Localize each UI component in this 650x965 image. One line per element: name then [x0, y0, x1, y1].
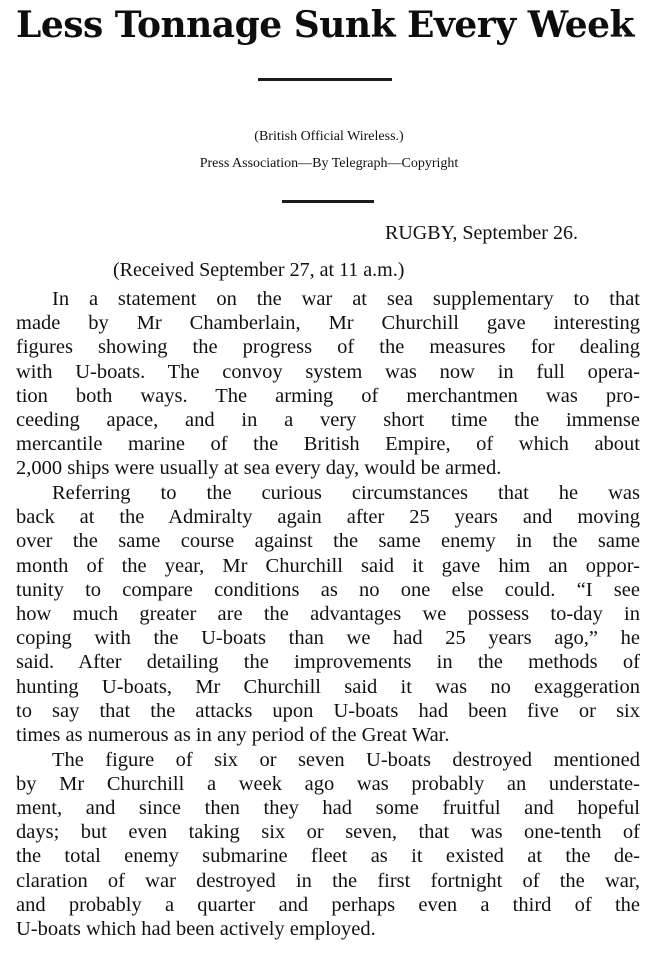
text-line: month of the year, Mr Churchill said it gave him an oppor- [16, 554, 640, 577]
dateline: RUGBY, September 26. [385, 222, 578, 244]
text-line: tion both ways. The arming of merchantmen was pro- [16, 384, 640, 407]
text-line: In a statement on the war at sea supplementary to that [52, 288, 640, 310]
text-line: The figure of six or seven U-boats destroyed mentioned [52, 748, 640, 771]
credit-divider [282, 200, 374, 203]
paragraph-3 [16, 748, 640, 942]
text-line: Referring to the curious circumstances that he was [52, 482, 640, 504]
headline: Less Tonnage Sunk Every Week [16, 4, 634, 46]
text-line: said. After detailing the improvements in the methods of [16, 651, 640, 674]
text-line: hunting U-boats, Mr Churchill said it was no exaggeration [16, 675, 640, 698]
text-line: 2,000 ships were usually at sea every day, would be armed. [16, 457, 502, 480]
text-line: made by Mr Chamberlain, Mr Churchill gave interesting [16, 312, 640, 335]
text-line: with U-boats. The convoy system was now in full opera- [16, 360, 640, 383]
text-line: and probably a quarter and perhaps even a third of the [16, 893, 640, 916]
text-line: how much greater are the advantages we possess to-day in [16, 602, 640, 625]
text-line: over the same course against the same enemy in the same [16, 530, 640, 553]
text-line: the total enemy submarine fleet as it existed at the de- [16, 845, 640, 868]
paragraph-2 [16, 481, 640, 747]
text-line: mercantile marine of the British Empire, of which about [16, 433, 640, 456]
text-line: tunity to compare conditions as no one else could. “I see [16, 578, 640, 601]
headline-divider [258, 78, 392, 81]
text-line: U-boats which had been actively employed. [16, 917, 376, 940]
text-line: days; but even taking six or seven, that was one-tenth of [16, 821, 640, 844]
text-line: ment, and since then they had some fruitful and hopeful [16, 796, 640, 819]
text-line: claration of war destroyed in the first fortnight of the war, [16, 869, 640, 892]
text-line: by Mr Churchill a week ago was probably an understate- [16, 772, 640, 795]
text-line: figures showing the progress of the measures for dealing [16, 336, 640, 359]
article-body [16, 287, 640, 941]
agency-credit: Press Association—By Telegraph—Copyright [199, 156, 459, 171]
source-credit: (British Official Wireless.) [254, 129, 404, 144]
paragraph-1 [16, 287, 640, 481]
text-line: back at the Admiralty again after 25 years and moving [16, 506, 640, 529]
text-line: ceeding apace, and in a very short time the immense [16, 408, 640, 431]
received-note: (Received September 27, at 11 a.m.) [113, 259, 405, 281]
text-line: to say that the attacks upon U-boats had been five or six [16, 699, 640, 722]
text-line: coping with the U-boats than we had 25 years ago,” he [16, 627, 640, 650]
text-line: times as numerous as in any period of the Great War. [16, 723, 450, 746]
